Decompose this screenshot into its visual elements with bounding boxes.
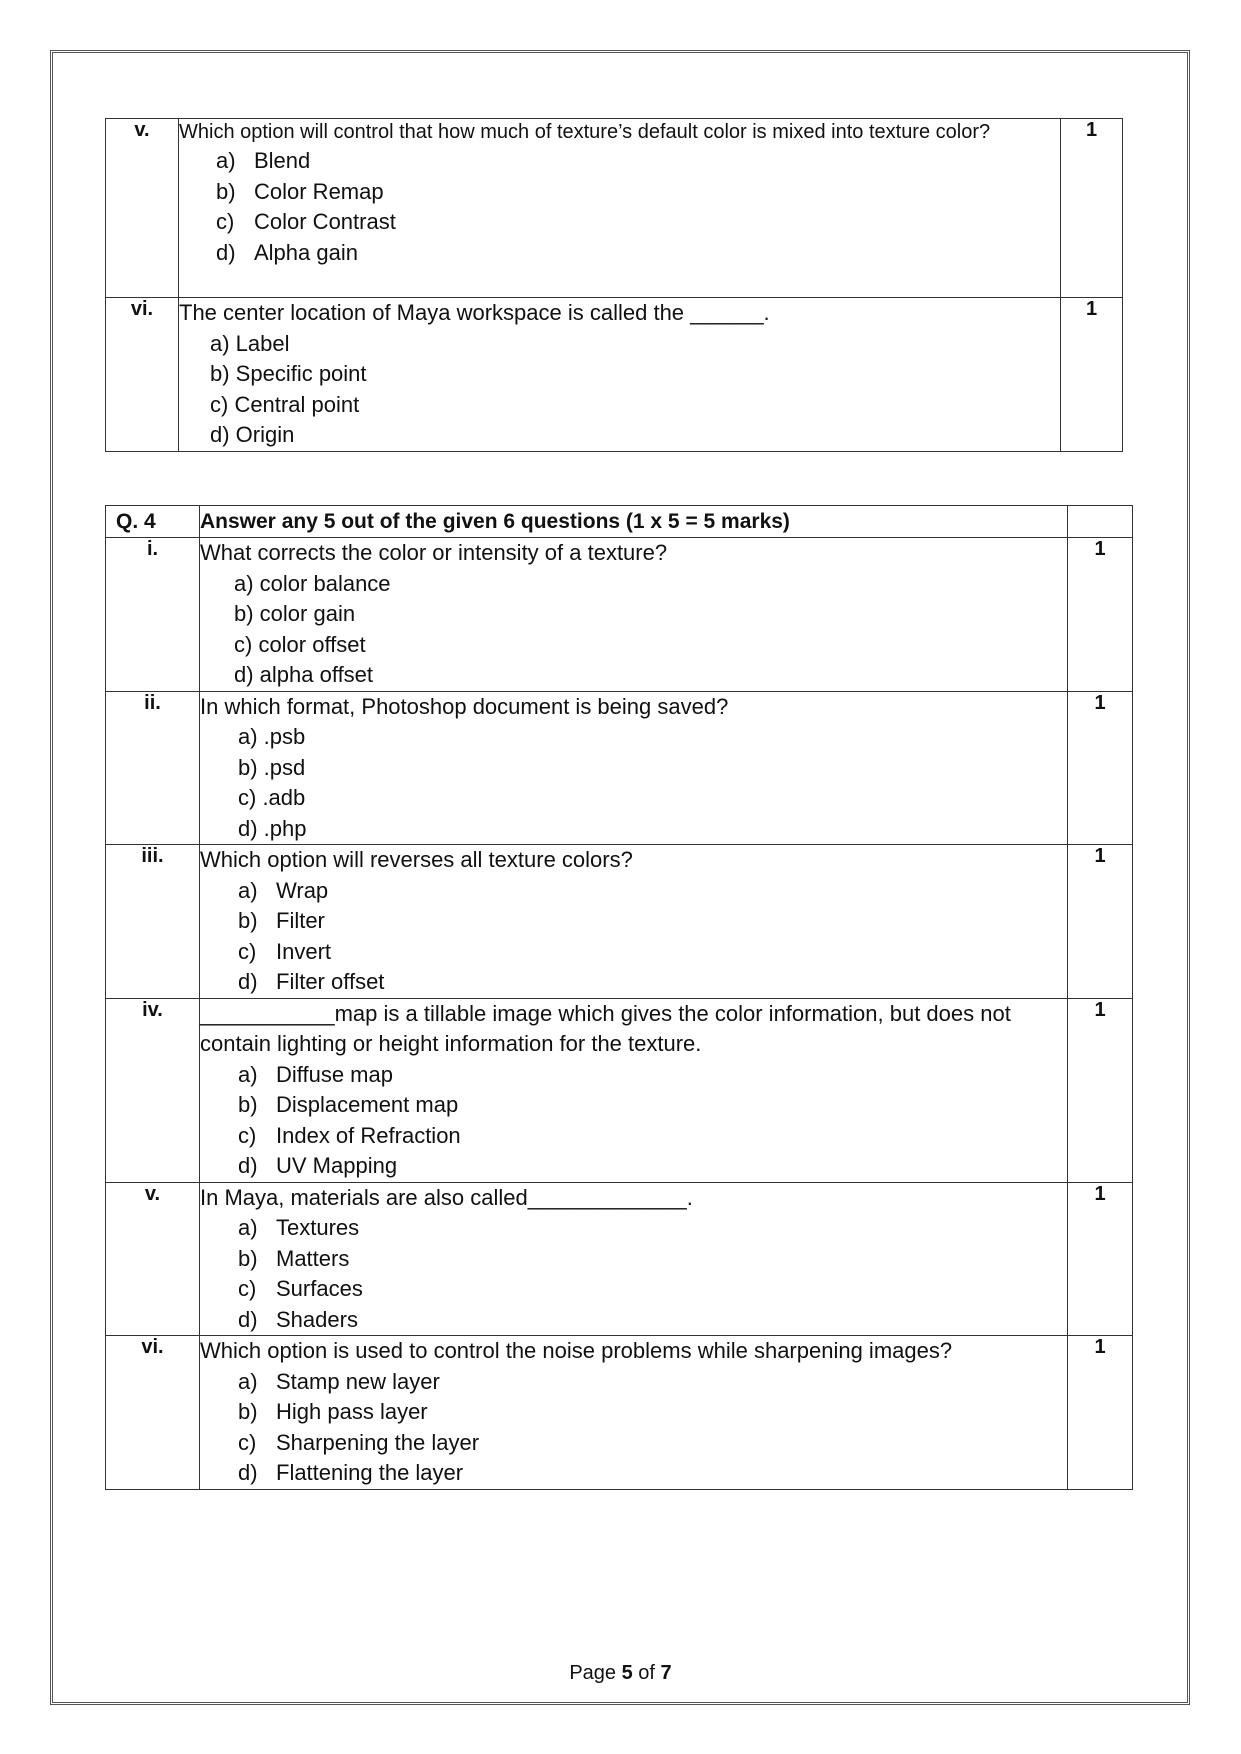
question-text: Which option is used to control the noise problems while sharpening images?: [200, 1338, 953, 1363]
option-letter: a): [238, 1215, 258, 1240]
question-mark: 1: [1061, 119, 1123, 298]
option-text: Displacement map: [276, 1092, 459, 1117]
question-number: v.: [106, 1182, 200, 1336]
footer-current-page: 5: [621, 1662, 633, 1684]
question-text: Which option will reverses all texture colors?: [200, 847, 633, 872]
option: [200, 906, 1067, 937]
page-footer: [0, 1662, 1241, 1685]
option-letter: c): [216, 209, 235, 234]
section-header-row: [106, 506, 1133, 538]
question-number: ii.: [106, 691, 200, 845]
question-row: [106, 845, 1133, 999]
option: [200, 876, 1067, 907]
option-letter: b): [238, 1245, 258, 1271]
option: c) Central point: [210, 391, 360, 417]
question-mark: 1: [1068, 1182, 1133, 1336]
option: d) .php: [238, 815, 307, 841]
option-letter: c): [238, 1429, 257, 1455]
option: [200, 1367, 1067, 1398]
option-text: Invert: [276, 938, 332, 964]
option-list: [200, 569, 1067, 691]
question-cell: [200, 845, 1068, 999]
option-text: Textures: [276, 1215, 360, 1240]
question-mark: 1: [1068, 845, 1133, 999]
option-letter: d): [238, 969, 258, 994]
option-text: Sharpening the layer: [276, 1429, 480, 1455]
option: c) .adb: [238, 785, 306, 810]
option-letter: c): [238, 1276, 257, 1301]
option: [200, 1090, 1067, 1121]
question-cell: [179, 298, 1061, 452]
question-cell: [200, 691, 1068, 845]
question-table-continued: [105, 118, 1123, 452]
option: b) color gain: [234, 601, 356, 626]
option-letter: d): [238, 1153, 258, 1178]
option: [200, 1458, 1067, 1489]
option-text: Alpha gain: [254, 239, 358, 265]
question-text: The center location of Maya workspace is called the ______.: [179, 300, 770, 325]
section-number: Q. 4: [106, 506, 200, 538]
option-letter: c): [238, 1122, 257, 1148]
option-list: [179, 329, 1060, 451]
option-letter: a): [238, 877, 258, 903]
option: [200, 1060, 1067, 1091]
question-cell: [200, 1336, 1068, 1490]
option-text: Filter: [276, 908, 325, 933]
option: b) .psd: [238, 754, 306, 780]
option-letter: d): [238, 1306, 258, 1332]
question-cell: [179, 119, 1061, 298]
question-mark: 1: [1068, 538, 1133, 692]
question-text: ___________map is a tillable image which gives the color information, but does not contain lighting or height information for the texture.: [200, 1000, 1011, 1056]
option-list: [200, 1213, 1067, 1335]
option-letter: a): [216, 148, 236, 173]
option: [179, 177, 1060, 208]
question-row: [106, 298, 1123, 452]
question-cell: [200, 1182, 1068, 1336]
option-text: Index of Refraction: [276, 1122, 461, 1148]
option: b) Specific point: [210, 361, 367, 386]
option: a) .psb: [238, 724, 306, 749]
question-mark: 1: [1068, 691, 1133, 845]
option: a) color balance: [234, 570, 391, 596]
option-list: [200, 876, 1067, 998]
question-text: Which option will control that how much of texture’s default color is mixed into texture color?: [179, 121, 991, 143]
question-row: [106, 1182, 1133, 1336]
option-letter: d): [216, 239, 236, 265]
question-row: [106, 998, 1133, 1182]
option: [200, 967, 1067, 998]
footer-prefix: Page: [569, 1662, 617, 1684]
option-list: [200, 1060, 1067, 1182]
option-text: Flattening the layer: [276, 1460, 464, 1485]
option-text: High pass layer: [276, 1399, 428, 1424]
option: [200, 1305, 1067, 1336]
option: c) color offset: [234, 631, 366, 657]
option-text: Color Contrast: [254, 209, 396, 234]
question-number: i.: [106, 538, 200, 692]
option-text: Shaders: [276, 1306, 358, 1332]
question-number: iii.: [106, 845, 200, 999]
option-text: Filter offset: [276, 969, 385, 994]
option: [200, 1428, 1067, 1459]
option-text: Color Remap: [254, 178, 384, 204]
question-mark: 1: [1068, 998, 1133, 1182]
question-mark: 1: [1068, 1336, 1133, 1490]
question-row: [106, 538, 1133, 692]
question-row: [106, 691, 1133, 845]
option: [179, 238, 1060, 269]
option: [200, 937, 1067, 968]
option-letter: c): [238, 938, 257, 964]
option-letter: b): [216, 178, 236, 204]
question-cell: [200, 538, 1068, 692]
option-letter: d): [238, 1460, 258, 1485]
question-number: v.: [106, 119, 179, 298]
option-list: [200, 722, 1067, 844]
option-letter: b): [238, 908, 258, 933]
question-number: vi.: [106, 298, 179, 452]
option-text: Stamp new layer: [276, 1368, 440, 1394]
option-list: [179, 146, 1060, 268]
option-text: UV Mapping: [276, 1153, 398, 1178]
option-letter: b): [238, 1092, 258, 1117]
option-text: Diffuse map: [276, 1061, 393, 1087]
option: [200, 1397, 1067, 1428]
question-row: [106, 1336, 1133, 1490]
question-mark: 1: [1061, 298, 1123, 452]
section-title: Answer any 5 out of the given 6 questions (1 x 5 = 5 marks): [200, 506, 1068, 538]
option-text: Wrap: [276, 877, 329, 903]
option: [179, 207, 1060, 238]
question-number: iv.: [106, 998, 200, 1182]
option-letter: b): [238, 1399, 258, 1424]
question-text: What corrects the color or intensity of a texture?: [200, 540, 668, 565]
question-table-q4: [105, 505, 1133, 1490]
option: [200, 1213, 1067, 1244]
footer-of: of: [638, 1662, 655, 1684]
question-number: vi.: [106, 1336, 200, 1490]
question-text: In which format, Photoshop document is being saved?: [200, 693, 729, 719]
option-letter: a): [238, 1061, 258, 1087]
option: a) Label: [210, 330, 290, 356]
question-text: In Maya, materials are also called_____________.: [200, 1184, 693, 1210]
option: d) Origin: [210, 422, 295, 447]
option: [200, 1121, 1067, 1152]
option: [200, 1244, 1067, 1275]
option: [179, 146, 1060, 177]
question-row: [106, 119, 1123, 298]
option: d) alpha offset: [234, 662, 374, 687]
option-text: Blend: [254, 148, 311, 173]
option-letter: a): [238, 1368, 258, 1394]
option-text: Matters: [276, 1245, 350, 1271]
option-text: Surfaces: [276, 1276, 363, 1301]
footer-total-pages: 7: [660, 1662, 672, 1684]
option-list: [200, 1367, 1067, 1489]
question-cell: [200, 998, 1068, 1182]
section-mark-cell: [1068, 506, 1133, 538]
option: [200, 1151, 1067, 1182]
option: [200, 1274, 1067, 1305]
